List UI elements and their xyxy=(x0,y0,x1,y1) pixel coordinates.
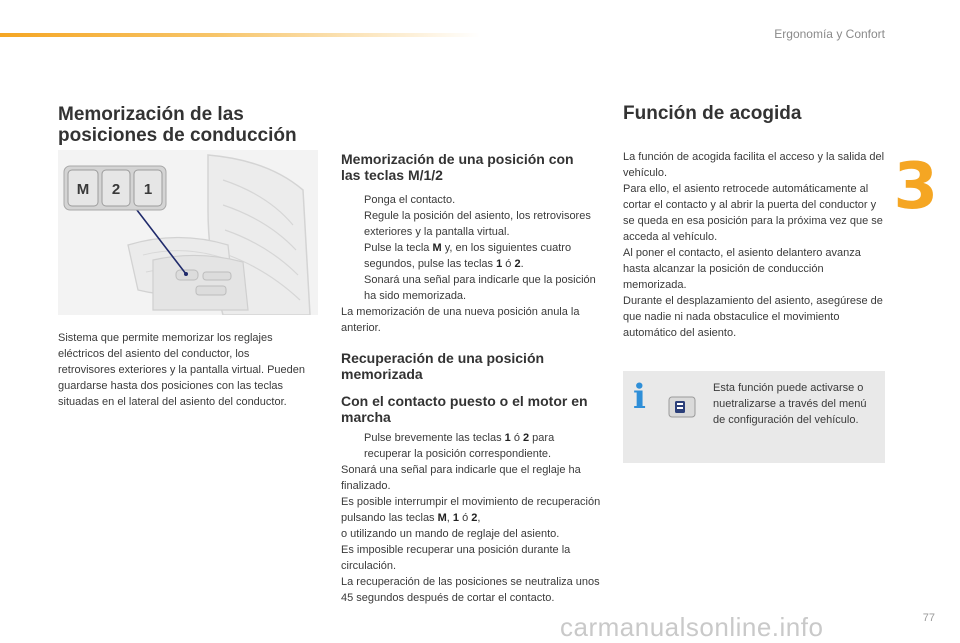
welcome-p3: Al poner el contacto, el asiento delantero avanza hasta alcanzar la posición de conducción memorizada. xyxy=(623,247,861,291)
key-2-label: 2 xyxy=(111,181,121,198)
welcome-p4: Durante el desplazamiento del asiento, asegúrese de que nadie ni nada obstaculice el movimiento automático del asiento. xyxy=(623,295,883,339)
info-box xyxy=(623,371,885,463)
memorize-step-2: Regule la posición del asiento, los retrovisores exteriores y la pantalla virtual. xyxy=(364,210,591,238)
memorize-title: Memorización de una posición con las teclas M/1/2 xyxy=(341,151,574,183)
config-menu-icon xyxy=(667,393,697,423)
key-1-label: 1 xyxy=(143,181,153,198)
recall-body xyxy=(341,430,603,606)
recall-p1: Sonará una señal para indicarle que el reglaje ha finalizado. xyxy=(341,464,581,492)
recall-step-1: Pulse brevemente las teclas 1 ó 2 para recuperar la posición correspondiente. xyxy=(364,432,555,460)
header-accent-bar xyxy=(0,33,480,37)
info-text: Esta función puede activarse o nuetralizarse a través del menú de configuración del vehículo. xyxy=(713,382,867,426)
memorize-steps xyxy=(341,192,601,336)
memorize-step-3: Pulse la tecla M y, en los siguientes cuatro segundos, pulse las teclas 1 ó 2. Sonará una señal para indicarle que la posición ha sido memorizada. xyxy=(364,242,596,302)
recall-p4: La recuperación de las posiciones se neutraliza unos 45 segundos después de cortar el contacto. xyxy=(341,576,600,604)
recall-title: Recuperación de una posición memorizada xyxy=(341,350,545,382)
watermark: carmanualsonline.info xyxy=(560,612,824,642)
left-title: Memorización de las posiciones de conducción xyxy=(58,104,297,146)
memorize-step-1: Ponga el contacto. xyxy=(364,194,456,206)
chapter-number: 3 xyxy=(893,150,938,224)
key-m-label: M xyxy=(76,181,90,198)
page-number: 77 xyxy=(922,612,935,624)
recall-p3: Es imposible recuperar una posición durante la circulación. xyxy=(341,544,571,572)
welcome-body xyxy=(623,149,885,341)
info-icon: i xyxy=(633,377,646,417)
right-title: Función de acogida xyxy=(623,103,802,124)
left-intro-text: Sistema que permite memorizar los reglajes eléctricos del asiento del conductor, los retrovisores exteriores y la pantalla virtual. Pueden guardarse hasta dos posiciones con las teclas situadas en el lateral del asiento del conductor. xyxy=(58,332,306,408)
seat-memory-buttons-image xyxy=(58,150,318,315)
recall-subtitle: Con el contacto puesto o el motor en marcha xyxy=(341,393,588,425)
recall-p2: Es posible interrumpir el movimiento de recuperación pulsando las teclas M, 1 ó 2, o utilizando un mando de reglaje del asiento. xyxy=(341,496,601,540)
memorize-after-text: La memorización de una nueva posición anula la anterior. xyxy=(341,306,580,334)
section-title: Ergonomía y Confort xyxy=(774,27,885,41)
memorize-step-3-note: Sonará una señal para indicarle que la posición ha sido memorizada. xyxy=(364,274,596,302)
welcome-p2: Para ello, el asiento retrocede automáticamente al cortar el contacto y al abrir la puerta del conductor y se queda en esa posición para la próxima vez que se acceda al vehículo. xyxy=(623,183,883,243)
welcome-p1: La función de acogida facilita el acceso y la salida del vehículo. xyxy=(623,151,885,179)
